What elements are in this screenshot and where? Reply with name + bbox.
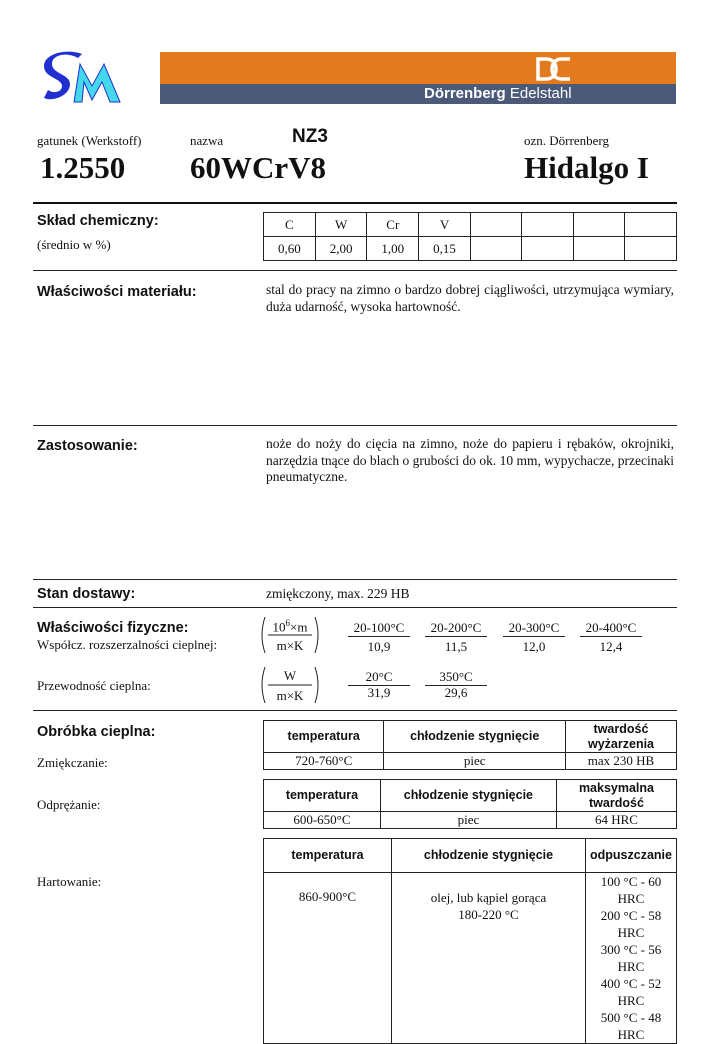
conductivity-temp: 20°C (348, 669, 410, 686)
hardening-temp (264, 873, 392, 1044)
element-cell: V (419, 213, 471, 237)
expansion-range: 20-200°C (425, 620, 487, 637)
unit-num-base: 10 (272, 619, 286, 635)
brand-name-bold: Dörrenberg (424, 85, 506, 102)
composition-values-row (264, 237, 677, 261)
element-cell (573, 213, 625, 237)
sm-logo (40, 50, 130, 112)
softening-data-row (264, 753, 677, 770)
value-cell: 1,00 (367, 237, 419, 261)
hardening-cooling (392, 873, 586, 1044)
value-cell: 0,60 (264, 237, 316, 261)
softening-table (263, 720, 677, 770)
unit-num-rest: ×m (290, 619, 308, 635)
element-cell: Cr (367, 213, 419, 237)
header-hardness: twardość wyżarzenia (566, 721, 677, 753)
divider (33, 579, 677, 580)
header-cooling: chłodzenie stygnięcie (380, 780, 556, 812)
grade-label: gatunek (Werkstoff) (37, 133, 142, 148)
application-title: Zastosowanie: (37, 438, 138, 454)
conductivity-unit-numerator: W (283, 668, 297, 683)
tempering-entry: 200 °C - 58 HRC (600, 908, 662, 940)
tempering-entry: 500 °C - 48 HRC (600, 1010, 662, 1042)
name-label: nazwa (190, 133, 224, 148)
cooling-line: 180-220 °C (458, 907, 519, 922)
divider (33, 425, 677, 426)
stress-relief-header-row (264, 780, 677, 812)
header-hardness: maksymalna twardość (556, 780, 676, 812)
sm-logo-graphic (40, 50, 130, 112)
brand-name-rest: Edelstahl (505, 85, 572, 102)
stress-relief-data-row (264, 812, 677, 829)
dorrenberg-label: ozn. Dörrenberg (524, 133, 609, 148)
element-cell (625, 213, 677, 237)
header-cooling: chłodzenie stygnięcie (384, 721, 566, 753)
delivery-text: zmiękczony, max. 229 HB (266, 586, 410, 601)
softening-label: Zmiękczanie: (37, 755, 108, 770)
composition-elements-row (264, 213, 677, 237)
value-cell (573, 237, 625, 261)
cooling-line: olej, lub kąpiel gorąca (430, 890, 547, 905)
element-cell: W (315, 213, 367, 237)
hardening-header-row (264, 839, 677, 873)
divider (33, 710, 677, 711)
expansion-value: 12,0 (522, 639, 546, 654)
value-cell: 2,00 (315, 237, 367, 261)
expansion-unit-numerator (258, 618, 322, 635)
header-cooling: chłodzenie stygnięcie (392, 839, 586, 873)
softening-temp: 720-760°C (264, 753, 384, 770)
hardening-table (263, 838, 677, 1044)
conductivity-temp: 350°C (425, 669, 487, 686)
divider (33, 202, 677, 204)
conductivity-unit (258, 665, 322, 705)
grade-value: 1.2550 (40, 150, 126, 185)
stress-relief-hardness: 64 HRC (556, 812, 676, 829)
expansion-value: 12,4 (599, 639, 623, 654)
expansion-unit-denominator: m×K (276, 638, 304, 653)
name-value: 60WCrV8 (190, 150, 327, 185)
value-cell (470, 237, 522, 261)
conductivity-unit-denominator: m×K (276, 688, 304, 703)
dc-logo-icon (536, 57, 572, 81)
expansion-range: 20-400°C (580, 620, 642, 637)
hardening-data-row (264, 873, 677, 1044)
stress-relief-table (263, 779, 677, 829)
conductivity-value: 31,9 (367, 685, 391, 700)
expansion-range: 20-100°C (348, 620, 410, 637)
dorrenberg-value: Hidalgo I (524, 150, 649, 185)
header-tempering: odpuszczanie (586, 839, 677, 873)
header-temperature: temperatura (264, 780, 381, 812)
heat-treatment-title: Obróbka cieplna: (37, 724, 156, 740)
expansion-unit (258, 615, 322, 655)
hardening-label: Hartowanie: (37, 874, 102, 889)
value-cell: 0,15 (419, 237, 471, 261)
element-cell (470, 213, 522, 237)
expansion-value: 11,5 (444, 639, 468, 654)
delivery-title: Stan dostawy: (37, 586, 136, 602)
softening-hardness: max 230 HB (566, 753, 677, 770)
stress-relief-temp: 600-650°C (264, 812, 381, 829)
stress-relief-label: Odprężanie: (37, 797, 101, 812)
value-cell (625, 237, 677, 261)
brand-name (424, 85, 572, 102)
expansion-value: 10,9 (367, 639, 391, 654)
name-code: NZ3 (292, 126, 328, 147)
softening-header-row (264, 721, 677, 753)
composition-table (263, 212, 677, 261)
properties-text: stal do pracy na zimno o bardzo dobrej ciągliwości, utrzymująca wymiary, duża udarność, wysoka hartowność. (266, 282, 674, 314)
tempering-entry: 300 °C - 56 HRC (600, 942, 662, 974)
brand-slate-band (160, 84, 676, 104)
header-temperature: temperatura (264, 721, 384, 753)
divider (33, 270, 677, 271)
element-cell: C (264, 213, 316, 237)
softening-cooling: piec (384, 753, 566, 770)
stress-relief-cooling: piec (380, 812, 556, 829)
hardening-temp-value: 860-900°C (298, 889, 357, 904)
unit-num-exp: 6 (285, 618, 291, 628)
composition-subtitle: (średnio w %) (37, 237, 111, 252)
value-cell (522, 237, 574, 261)
element-cell (522, 213, 574, 237)
expansion-label: Współcz. rozszerzalności cieplnej: (37, 637, 218, 652)
header-temperature: temperatura (264, 839, 392, 873)
brand-orange-band (160, 52, 676, 84)
composition-title: Skład chemiczny: (37, 213, 159, 229)
tempering-entry: 400 °C - 52 HRC (600, 976, 662, 1008)
divider (33, 607, 677, 608)
hardening-tempering (586, 873, 677, 1044)
physical-title: Właściwości fizyczne: (37, 620, 189, 636)
application-text: noże do noży do cięcia na zimno, noże do papieru i rębaków, okrojniki, narzędzia tnące do blach o grubości do ok. 10 mm, wypychacze, przecinaki pneumatyczne. (266, 436, 674, 484)
properties-title: Właściwości materiału: (37, 284, 197, 300)
tempering-entry: 100 °C - 60 HRC (600, 874, 662, 906)
expansion-range: 20-300°C (503, 620, 565, 637)
conductivity-value: 29,6 (444, 685, 468, 700)
conductivity-label: Przewodność cieplna: (37, 678, 151, 693)
